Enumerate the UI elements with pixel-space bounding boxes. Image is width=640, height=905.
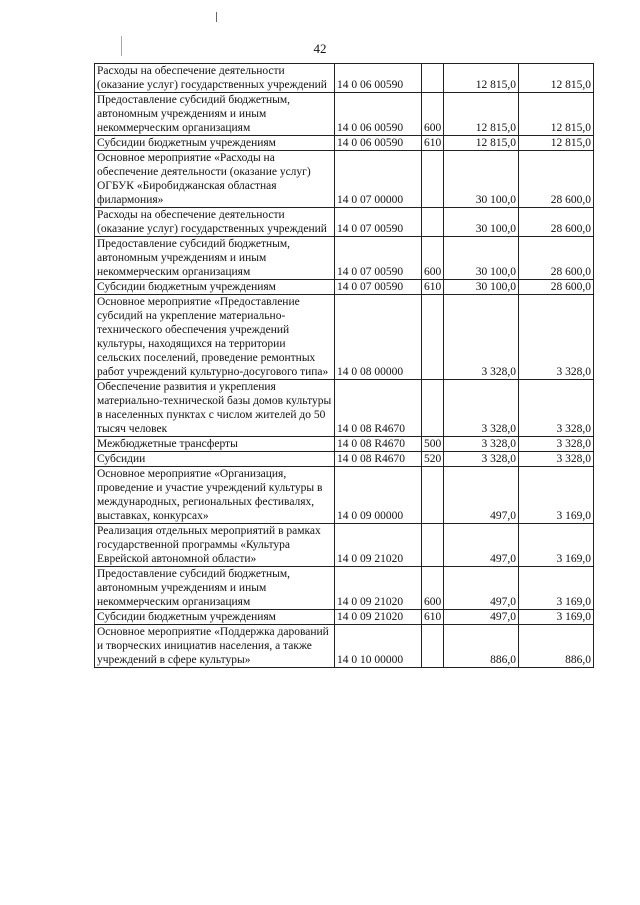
row-value-2019-cell: 497,0 <box>444 610 519 625</box>
table-row <box>95 437 594 452</box>
row-value-2020-cell: 3 328,0 <box>519 380 594 437</box>
row-value-2019-cell: 12 815,0 <box>444 93 519 136</box>
scan-mark-top <box>216 12 217 22</box>
row-value-2019-cell: 886,0 <box>444 625 519 668</box>
row-code-cell: 14 0 07 00590 <box>335 208 422 237</box>
row-value-2020-cell: 12 815,0 <box>519 93 594 136</box>
row-value-2020-cell: 3 328,0 <box>519 437 594 452</box>
row-value-2020-cell: 28 600,0 <box>519 151 594 208</box>
row-name-cell: Субсидии бюджетным учреждениям <box>95 610 335 625</box>
row-value-2020-cell: 3 328,0 <box>519 452 594 467</box>
table-row <box>95 280 594 295</box>
row-value-2019-cell: 30 100,0 <box>444 208 519 237</box>
row-code-cell: 14 0 07 00590 <box>335 280 422 295</box>
row-name-cell: Расходы на обеспечение деятельности (оказание услуг) государственных учреждений <box>95 208 335 237</box>
row-value-2020-cell: 3 169,0 <box>519 567 594 610</box>
row-value-2020-cell: 3 328,0 <box>519 295 594 380</box>
row-value-2019-cell: 497,0 <box>444 467 519 524</box>
row-vr-cell <box>422 151 444 208</box>
row-value-2019-cell: 30 100,0 <box>444 237 519 280</box>
row-name-cell: Основное мероприятие «Поддержка дарований и творческих инициатив населения, а также учреждений в сфере культуры» <box>95 625 335 668</box>
row-code-cell: 14 0 06 00590 <box>335 93 422 136</box>
row-value-2020-cell: 12 815,0 <box>519 64 594 93</box>
row-name-cell: Субсидии бюджетным учреждениям <box>95 136 335 151</box>
table-row <box>95 151 594 208</box>
row-value-2020-cell: 28 600,0 <box>519 237 594 280</box>
row-code-cell: 14 0 08 00000 <box>335 295 422 380</box>
row-value-2019-cell: 3 328,0 <box>444 295 519 380</box>
row-name-cell: Межбюджетные трансферты <box>95 437 335 452</box>
row-vr-cell: 520 <box>422 452 444 467</box>
table-row <box>95 136 594 151</box>
row-vr-cell <box>422 295 444 380</box>
table-row <box>95 380 594 437</box>
row-name-cell: Предоставление субсидий бюджетным, автономным учреждениям и иным некоммерческим организациям <box>95 237 335 280</box>
row-vr-cell: 500 <box>422 437 444 452</box>
row-name-cell: Основное мероприятие «Организация, проведение и участие учреждений культуры в международных, региональных фестивалях, выставках, конкурсах» <box>95 467 335 524</box>
row-value-2020-cell: 3 169,0 <box>519 467 594 524</box>
row-vr-cell <box>422 380 444 437</box>
row-code-cell: 14 0 10 00000 <box>335 625 422 668</box>
row-value-2020-cell: 886,0 <box>519 625 594 668</box>
table-row <box>95 625 594 668</box>
table-row <box>95 295 594 380</box>
row-code-cell: 14 0 09 21020 <box>335 610 422 625</box>
row-value-2019-cell: 3 328,0 <box>444 437 519 452</box>
row-vr-cell <box>422 208 444 237</box>
table-row <box>95 524 594 567</box>
row-value-2020-cell: 12 815,0 <box>519 136 594 151</box>
row-value-2019-cell: 30 100,0 <box>444 151 519 208</box>
row-code-cell: 14 0 08 R4670 <box>335 437 422 452</box>
table-row <box>95 64 594 93</box>
table-row <box>95 208 594 237</box>
row-vr-cell: 610 <box>422 610 444 625</box>
row-value-2020-cell: 28 600,0 <box>519 208 594 237</box>
table-row <box>95 93 594 136</box>
table-row <box>95 610 594 625</box>
row-code-cell: 14 0 07 00000 <box>335 151 422 208</box>
row-code-cell: 14 0 06 00590 <box>335 64 422 93</box>
row-value-2019-cell: 12 815,0 <box>444 136 519 151</box>
table-row <box>95 452 594 467</box>
row-value-2020-cell: 3 169,0 <box>519 610 594 625</box>
row-name-cell: Основное мероприятие «Предоставление субсидий на укрепление материально-технического обеспечения учреждений культуры, находящихся на территории сельских поселений, проведение ремонтных работ учреждений культурно-досугового типа» <box>95 295 335 380</box>
row-vr-cell: 610 <box>422 136 444 151</box>
budget-table <box>94 63 594 668</box>
row-value-2019-cell: 497,0 <box>444 524 519 567</box>
row-value-2019-cell: 3 328,0 <box>444 452 519 467</box>
row-code-cell: 14 0 06 00590 <box>335 136 422 151</box>
row-code-cell: 14 0 09 21020 <box>335 567 422 610</box>
row-value-2019-cell: 3 328,0 <box>444 380 519 437</box>
row-value-2019-cell: 12 815,0 <box>444 64 519 93</box>
row-name-cell: Предоставление субсидий бюджетным, автономным учреждениям и иным некоммерческим организациям <box>95 93 335 136</box>
row-code-cell: 14 0 09 00000 <box>335 467 422 524</box>
row-vr-cell <box>422 524 444 567</box>
row-value-2020-cell: 28 600,0 <box>519 280 594 295</box>
row-vr-cell: 600 <box>422 93 444 136</box>
row-name-cell: Предоставление субсидий бюджетным, автономным учреждениям и иным некоммерческим организациям <box>95 567 335 610</box>
row-code-cell: 14 0 08 R4670 <box>335 452 422 467</box>
row-name-cell: Субсидии <box>95 452 335 467</box>
table-row <box>95 467 594 524</box>
row-name-cell: Расходы на обеспечение деятельности (оказание услуг) государственных учреждений <box>95 64 335 93</box>
row-code-cell: 14 0 09 21020 <box>335 524 422 567</box>
row-code-cell: 14 0 07 00590 <box>335 237 422 280</box>
row-vr-cell: 600 <box>422 237 444 280</box>
row-vr-cell <box>422 64 444 93</box>
row-value-2020-cell: 3 169,0 <box>519 524 594 567</box>
row-name-cell: Субсидии бюджетным учреждениям <box>95 280 335 295</box>
row-vr-cell: 610 <box>422 280 444 295</box>
table-row <box>95 237 594 280</box>
row-vr-cell <box>422 625 444 668</box>
row-vr-cell: 600 <box>422 567 444 610</box>
row-code-cell: 14 0 08 R4670 <box>335 380 422 437</box>
row-value-2019-cell: 497,0 <box>444 567 519 610</box>
page-number: 42 <box>313 41 327 56</box>
row-name-cell: Основное мероприятие «Расходы на обеспечение деятельности (оказание услуг) ОГБУК «Биробиджанская областная филармония» <box>95 151 335 208</box>
row-value-2019-cell: 30 100,0 <box>444 280 519 295</box>
row-name-cell: Реализация отдельных мероприятий в рамках государственной программы «Культура Еврейской автономной области» <box>95 524 335 567</box>
row-vr-cell <box>422 467 444 524</box>
table-row <box>95 567 594 610</box>
row-name-cell: Обеспечение развития и укрепления материально-технической базы домов культуры в населенных пунктах с числом жителей до 50 тысяч человек <box>95 380 335 437</box>
